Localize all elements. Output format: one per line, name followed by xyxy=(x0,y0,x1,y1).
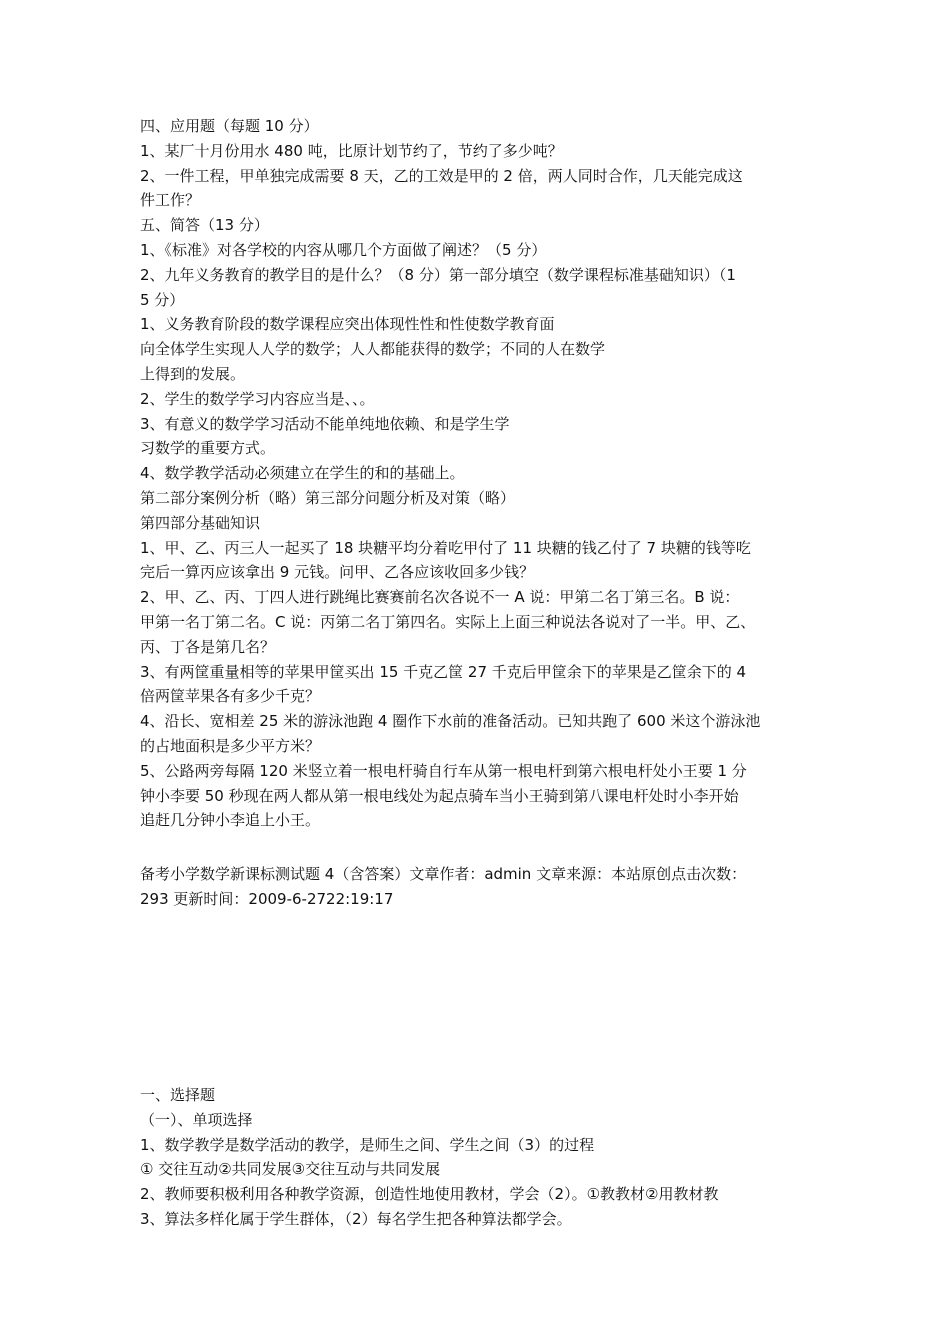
section-heading: 第二部分案例分析（略）第三部分问题分析及对策（略） xyxy=(140,488,516,507)
paragraph-line: 5、公路两旁每隔 120 米竖立着一根电杆骑自行车从第一根电杆到第六根电杆处小王要 1 分 xyxy=(140,761,747,780)
paragraph-line: ① 交往互动②共同发展③交往互动与共同发展 xyxy=(140,1160,441,1179)
article-meta-info xyxy=(140,862,830,912)
paragraph-line: 钟小李要 50 秒现在两人都从第一根电线处为起点骑车当小王骑到第八课电杆处时小李开始 xyxy=(140,786,739,805)
paragraph-line: 习数学的重要方式。 xyxy=(140,439,276,458)
paragraph-line: 4、沿长、宽相差 25 米的游泳池跑 4 圈作下水前的准备活动。已知共跑了 600 米这个游泳池 xyxy=(140,712,761,731)
section-heading: 一、选择题 xyxy=(140,1086,216,1104)
paragraph-line: 2、甲、乙、丙、丁四人进行跳绳比赛赛前名次各说不一 A 说：甲第二名丁第三名。B 说： xyxy=(140,588,740,607)
paragraph-line: 件工作？ xyxy=(140,191,201,210)
paragraph-line: 丙、丁各是第几名？ xyxy=(140,637,276,656)
paragraph-line: 3、有两筐重量相等的苹果甲筐买出 15 千克乙筐 27 千克后甲筐余下的苹果是乙筐余下的 4 xyxy=(140,662,747,681)
section-heading: 五、简答（13 分） xyxy=(140,216,269,235)
paragraph-line: 向全体学生实现人人学的数学；人人都能获得的数学；不同的人在数学 xyxy=(140,340,606,359)
paragraph-line: 5 分） xyxy=(140,290,185,309)
paragraph-line: 1、义务教育阶段的数学课程应突出体现性性和性使数学教育面 xyxy=(140,315,555,334)
paragraph-line: 的占地面积是多少平方米？ xyxy=(140,736,321,755)
paragraph-line: 1、某厂十月份用水 480 吨，比原计划节约了，节约了多少吨？ xyxy=(140,141,563,160)
application-and-short-answer-section xyxy=(140,114,830,833)
paragraph-line: 完后一算丙应该拿出 9 元钱。问甲、乙各应该收回多少钱？ xyxy=(140,563,535,582)
paragraph-line: 2、教师要积极利用各种教学资源，创造性地使用教材，学会（2）。①教教材②用教材教 xyxy=(140,1185,719,1204)
paragraph-line: 追赶几分钟小李追上小王。 xyxy=(140,811,321,830)
section-subheading: （一）、单项选择 xyxy=(140,1110,253,1129)
meta-line: 293 更新时间：2009-6-2722:19:17 xyxy=(140,889,394,908)
paragraph-line: 1、甲、乙、丙三人一起买了 18 块糖平均分着吃甲付了 11 块糖的钱乙付了 7 块糖的钱等吃 xyxy=(140,538,751,557)
paragraph-line: 倍两筐苹果各有多少千克？ xyxy=(140,687,321,706)
choice-question-section xyxy=(140,1083,830,1232)
paragraph-line: 甲第一名丁第二名。C 说：丙第二名丁第四名。实际上上面三种说法各说对了一半。甲、乙、 xyxy=(140,612,756,631)
section-heading: 第四部分基础知识 xyxy=(140,513,261,532)
paragraph-line: 2、学生的数学学习内容应当是、、。 xyxy=(140,389,375,408)
meta-line: 备考小学数学新课标测试题 4（含答案）文章作者：admin 文章来源：本站原创点击次数： xyxy=(140,865,747,883)
paragraph-line: 3、算法多样化属于学生群体，（2）每名学生把各种算法都学会。 xyxy=(140,1209,572,1228)
paragraph-line: 2、一件工程，甲单独完成需要 8 天，乙的工效是甲的 2 倍，两人同时合作，几天能完成这 xyxy=(140,166,743,185)
paragraph-line: 4、数学教学活动必须建立在学生的和的基础上。 xyxy=(140,464,465,483)
paragraph-line: 3、有意义的数学学习活动不能单纯地依赖、和是学生学 xyxy=(140,414,510,433)
section-heading: 四、应用题（每题 10 分） xyxy=(140,117,319,135)
paragraph-line: 1、《标准》对各学校的内容从哪几个方面做了阐述？（5 分） xyxy=(140,240,547,259)
paragraph-line: 2、九年义务教育的教学目的是什么？（8 分）第一部分填空（数学课程标准基础知识）（1 xyxy=(140,265,736,284)
paragraph-line: 上得到的发展。 xyxy=(140,364,246,383)
paragraph-line: 1、数学教学是数学活动的教学，是师生之间、学生之间（3）的过程 xyxy=(140,1135,595,1154)
